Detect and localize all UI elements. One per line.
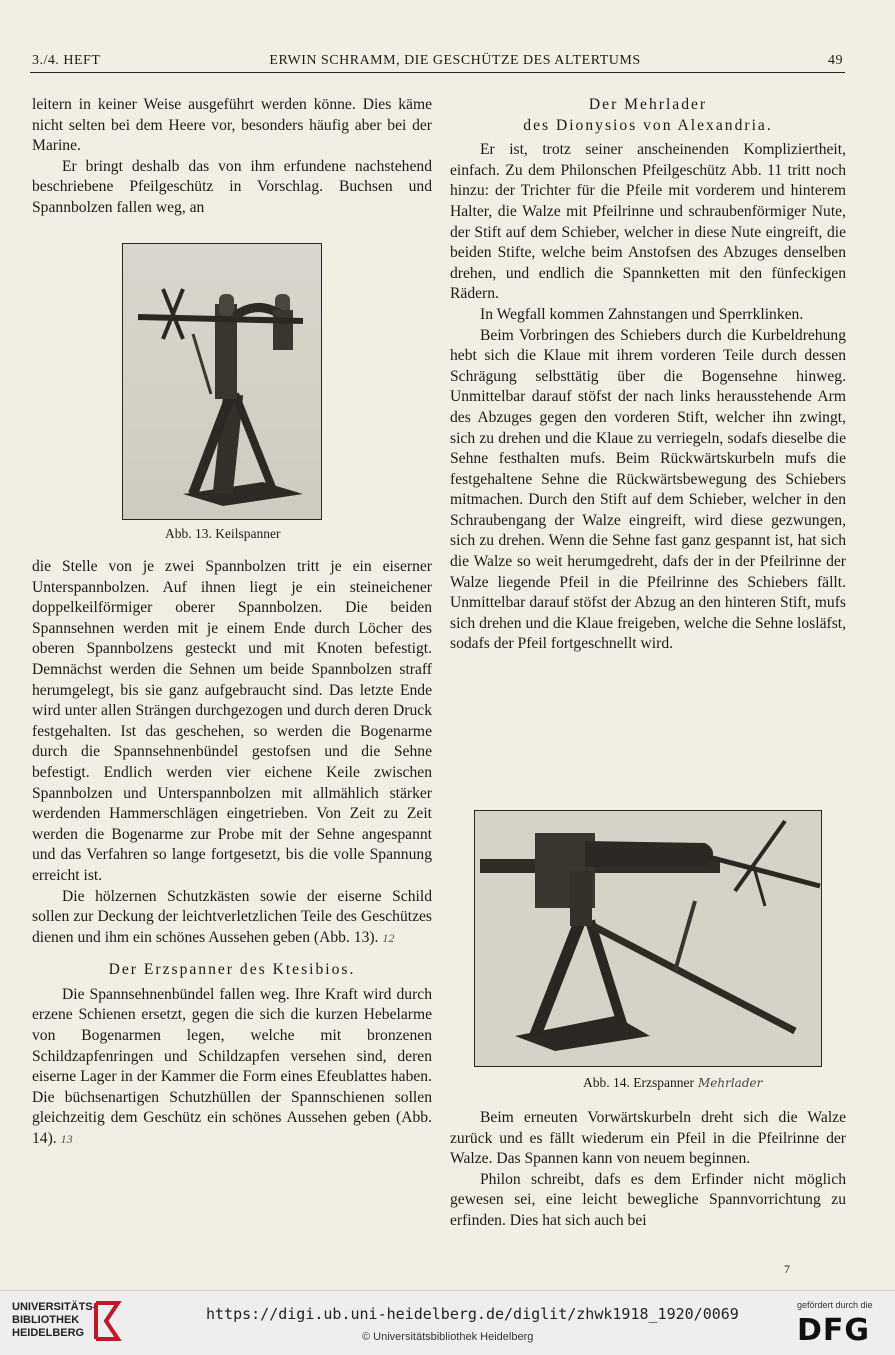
paragraph: leitern in keiner Weise ausgeführt werden könne. Dies käme nicht selten bei dem Heere vor, besonders häufig aber bei der Marine.: [32, 96, 432, 155]
handwritten-annotation: Mehrlader: [697, 1076, 763, 1090]
paragraph: Philon schreibt, dafs es dem Erfinder nicht möglich gewesen sei, eine leicht bewegliche Spannvorrichtung zu erfinden. Dies hat sich auch bei: [450, 1170, 846, 1229]
paragraph: [32, 887, 432, 949]
viewer-footer: [0, 1290, 895, 1355]
running-title: ERWIN SCHRAMM, DIE GESCHÜTZE DES ALTERTUMS: [269, 53, 641, 68]
section-heading: Der Mehrlader: [588, 96, 708, 113]
figure-14-caption: [583, 1075, 762, 1091]
page-number: 49: [828, 53, 843, 68]
paragraph: Beim Vorbringen des Schiebers durch die Kurbeldrehung hebt sich die Klaue mit ihrem vorderen Teile durch dessen Schrägung selbsttätig über die Bogensehne hinweg. Unmittelbar darauf stöfst der nach links herausstehende Arm des Abzuges gegen den vorderen Stift, welcher ihn zwingt, sich zu drehen und die Klaue zu verriegeln, sodafs dieselbe die Sehne festhalten mufs. Beim Rückwärtskurbeln mufs die festgehaltene Sehne die Rückwärtsbewegung des Schiebers mitmachen. Durch den Stift auf dem Schieber, welcher in den Schraubengang der Walze eingreift, wird diese gezwungen, sich zu drehen. Wenn die Sehne fast ganz gespannt ist, hat sich die Walze so weit herumgedreht, dafs der in der Pfeilrinne der Walze liegende Pfeil in die Pfeilrinne des Schiebers fällt. Unmittelbar darauf stöfst der Abzug an den hinteren Stift, mufs sich drehen und die Klaue freigeben, welche die Sehne losläfst, sodafs der Pfeil fortgeschnellt wird.: [450, 326, 846, 653]
erzspanner-illustration: [475, 811, 821, 1066]
paragraph: Er ist, trotz seiner anscheinenden Kompliziertheit, einfach. Zu dem Philonschen Pfeilgeschütz Abb. 11 tritt noch hinzu: der Trichter für die Pfeile mit vorderem und hinterem Halter, die Walze mit Pfeilrinne und schraubenförmiger Nute, der Stift auf dem Schieber, welcher in diese Nute eingreift, die beiden Stifte, welche beim Anstofsen des Abzuges denselben drehen, und endlich die Spannketten mit den fünfeckigen Rädern.: [450, 141, 846, 303]
figure-14-caption-text: Abb. 14. Erzspanner: [583, 1075, 694, 1090]
section-subheading: des Dionysios von Alexandria.: [523, 116, 773, 134]
funding-note: gefördert durch die: [797, 1300, 873, 1310]
figure-keilspanner-photo: [122, 243, 322, 520]
running-header: [30, 50, 845, 73]
handwritten-note: 12: [382, 930, 395, 945]
paragraph: In Wegfall kommen Zahnstangen und Sperrklinken.: [480, 305, 804, 323]
paragraph: die Stelle von je zwei Spannbolzen tritt je ein eiserner Unterspannbolzen. Auf ihnen liegt je ein steineichener doppelkeilförmiger oberer Spannbolzen. Die beiden Spannsehnen werden mit je einem Ende durch Löcher des oberen Spannbolzens gesteckt und mit Knoten befestigt. Demnächst werden die Sehnen um beide Spannbolzen straff herumgelegt, bis sie ganz aufgebraucht sind. Das letzte Ende wird unter allen Strängen durchgezogen und durch deren Druck festgehalten. Ist das geschehen, so werden die Bogenarme durch die Spannsehnenbündel gestofsen und die Sehne befestigt. Endlich werden vier eichene Keile zwischen Spannbolzen und Unterspannbolzen mit allmählich stärker werdenden Hammerschlägen eingetrieben. Von Zeit zu Zeit werden die Bogenarme zur Probe mit der Sehne angespannt und das Verfahren so lange fortgesetzt, bis die volle Spannung erreicht ist.: [32, 558, 432, 884]
copyright-text: © Universitätsbibliothek Heidelberg: [362, 1331, 534, 1343]
permalink-url[interactable]: https://digi.ub.uni-heidelberg.de/diglit/zhwk1918_1920/0069: [206, 1305, 739, 1323]
paragraph-text: Die Spannsehnenbündel fallen weg. Ihre Kraft wird durch erzene Schienen ersetzt, gegen die sich die kurzen Hebelarme von Bogenarmen legen, welche mit bronzenen Schildzapfenringen und Schildzapfen versehen sind, deren eiserne Lager in der Kammer die Form eines Efeublattes haben. Die büchsenartigen Schutzhüllen der Spannschienen sollen gleichzeitig dem Geschütz ein schönes Aussehen geben (Abb. 14).: [32, 985, 432, 1148]
right-column-top: [450, 95, 846, 655]
left-column-bottom: [32, 557, 432, 1150]
figure-13-caption: Abb. 13. Keilspanner: [165, 526, 281, 541]
paragraph-text: Die hölzernen Schutzkästen sowie der eiserne Schild sollen zur Deckung der leichtverletzlichen Teile des Geschützes dienen und ihm ein schönes Aussehen geben (Abb. 13).: [32, 887, 432, 946]
handwritten-note: 13: [60, 1132, 73, 1147]
left-column-top: [32, 95, 432, 219]
right-column-bottom: [450, 1108, 846, 1232]
bottom-page-number: 7: [784, 1262, 790, 1276]
dfg-logo: DFG: [797, 1313, 871, 1348]
paragraph: Er bringt deshalb das von ihm erfundene nachstehend beschriebene Pfeilgeschütz in Vorschlag. Buchsen und Spannbolzen fallen weg, an: [32, 157, 432, 216]
section-heading: Der Erzspanner des Ktesibios.: [108, 961, 356, 979]
figure-erzspanner-photo: [474, 810, 822, 1067]
library-name: UNIVERSITÄTS- BIBLIOTHEK HEIDELBERG: [12, 1301, 97, 1339]
library-logo-icon: [92, 1299, 124, 1343]
keilspanner-illustration: [123, 244, 321, 519]
paragraph: [32, 985, 432, 1150]
issue-label: 3./4. HEFT: [32, 53, 101, 68]
paragraph: Beim erneuten Vorwärtskurbeln dreht sich die Walze zurück und es fällt wiederum ein Pfeil in die Pfeilrinne der Walze. Das Spannen kann von neuem beginnen.: [450, 1109, 846, 1168]
